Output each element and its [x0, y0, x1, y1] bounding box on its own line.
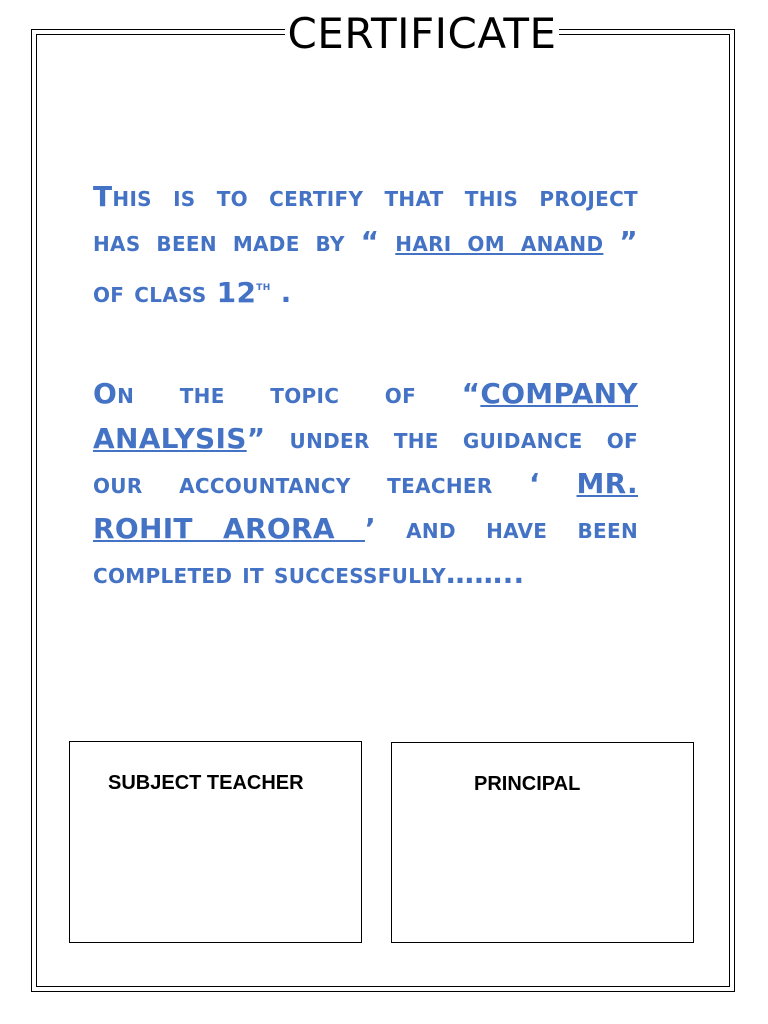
student-name: hari om anand: [395, 225, 604, 258]
topic-part1: COMPANY: [480, 377, 638, 410]
para1-line1: This is to certify that this project: [93, 180, 638, 213]
certificate-title: [0, 8, 768, 60]
topic-paragraph: [93, 371, 638, 596]
para2-line4-rest: ’ and have been: [365, 512, 638, 545]
teacher-part1: MR.: [576, 467, 638, 500]
para1-line2-suffix: ”: [603, 225, 638, 258]
certificate-title-text: CERTIFICATE: [287, 9, 557, 58]
para1-line2-prefix: has been made by “: [93, 225, 396, 258]
subject-teacher-signature-box: [69, 741, 362, 943]
para2-line2: [93, 416, 638, 461]
para1-line3-end: .: [270, 276, 292, 309]
para2-line3: [93, 461, 638, 506]
principal-signature-box: [391, 742, 694, 943]
para1-line2: [93, 219, 638, 264]
para2-line3-prefix: our accountancy teacher ‘: [93, 467, 577, 500]
para2-line4: [93, 506, 638, 551]
principal-label: PRINCIPAL: [474, 773, 581, 795]
subject-teacher-label: SUBJECT TEACHER: [108, 772, 304, 794]
certification-paragraph: [93, 174, 638, 309]
para2-line1: [93, 371, 638, 416]
topic-part2: ANALYSIS: [93, 422, 247, 455]
para2-line1-prefix: On the topic of “: [93, 377, 481, 410]
para1-line3: [93, 264, 638, 309]
para2-line5: completed it successfully……..: [93, 557, 525, 590]
para1-line3-prefix: of class: [93, 276, 217, 309]
para2-line2-rest: ” under the guidance of: [246, 422, 638, 455]
class-number: 12: [216, 276, 257, 309]
teacher-part2: ROHIT ARORA: [93, 512, 365, 545]
class-suffix: th: [256, 279, 271, 294]
